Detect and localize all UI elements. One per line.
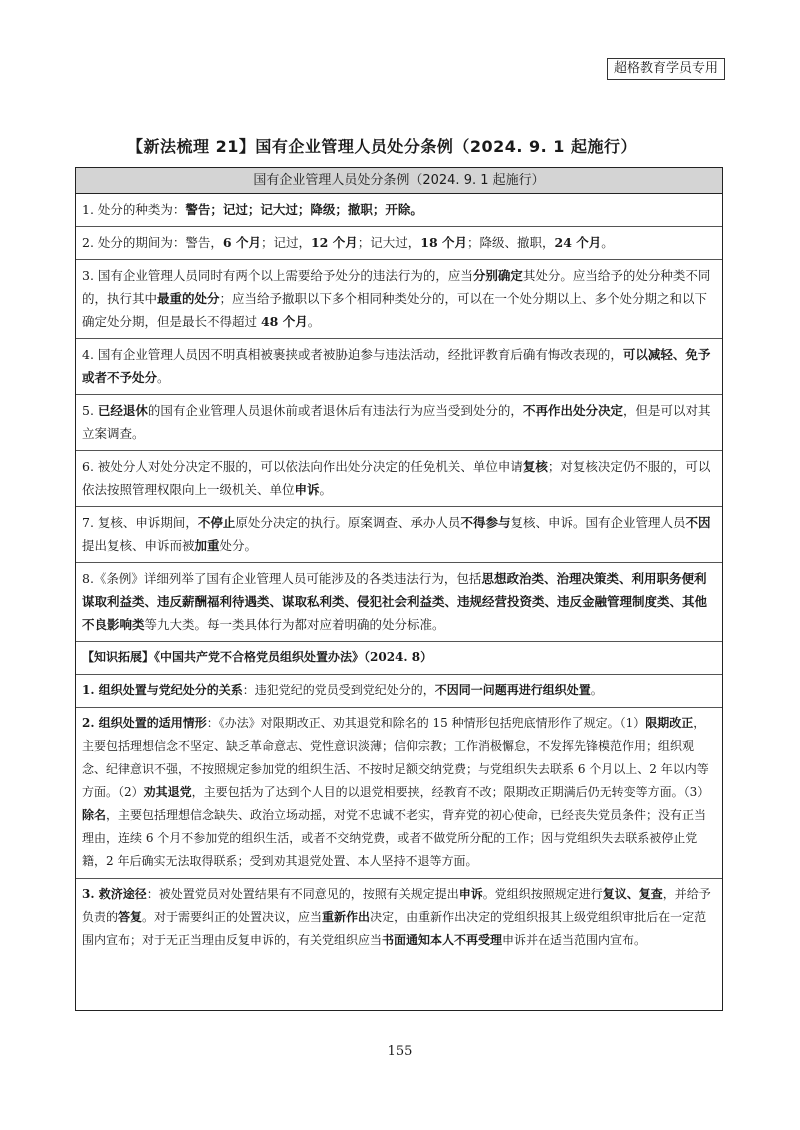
body-text: ；降级、撤职， <box>467 235 555 250</box>
emphasis-text: 思想政治类、治理决策类、利用职务便利谋取利益类、违反薪酬福利待遇类、谋取私利类、侵犯社会利益类、违规经营投资类、违反金融管理制度类、其他不良影响类 <box>82 571 708 632</box>
body-text: ：被处置党员对处置结果有不同意见的，按照有关规定提出 <box>146 887 459 901</box>
emphasis-text: 24 个月 <box>554 235 602 250</box>
emphasis-text: 不再作出处分决定 <box>522 403 623 418</box>
body-text: 4. 国有企业管理人员因不明真相被裹挟或者被胁迫参与违法活动，经批评教育后确有悔改表现的， <box>82 347 623 362</box>
emphasis-text: 劝其退党 <box>143 785 192 799</box>
body-text: ，并给予负责的 <box>82 887 711 924</box>
body-text: ，但是可以对其立案调查。 <box>82 403 711 441</box>
body-text: 原处分决定的执行。原案调查、承办人员 <box>235 515 461 530</box>
extension-item <box>76 879 722 957</box>
emphasis-text: 已经退休 <box>97 403 148 418</box>
body-text: 。党组织按照规定进行 <box>482 887 603 901</box>
table-row <box>76 395 722 451</box>
table-row <box>76 563 722 642</box>
extension-title: 【知识拓展】《中国共产党不合格党员组织处置办法》（2024. 8） <box>76 642 722 675</box>
emphasis-text: 可以减轻、免予或者不予处分 <box>82 347 711 385</box>
emphasis-text: 限期改正 <box>645 716 694 730</box>
emphasis-text: 2. 组织处置的适用情形 <box>82 716 207 730</box>
body-text: ：《办法》对限期改正、劝其退党和除名的 15 种情形包括兜底情形作了规定。（1） <box>206 716 646 730</box>
emphasis-text: 3. 救济途径 <box>82 887 147 901</box>
body-text: 。对于需要纠正的处置决议，应当 <box>142 910 323 924</box>
table-header: 国有企业管理人员处分条例（2024. 9. 1 起施行） <box>76 168 722 194</box>
emphasis-text: 除名 <box>82 808 107 822</box>
emphasis-text: 6 个月 <box>222 235 261 250</box>
emphasis-text: 最重的处分 <box>157 291 220 306</box>
watermark-badge: 超格教育学员专用 <box>607 58 725 80</box>
extension-item <box>76 708 722 879</box>
table-row <box>76 451 722 507</box>
body-text: 处分。 <box>219 538 258 553</box>
body-text: ，主要包括理想信念缺失、政治立场动摇，对党不忠诚不老实，背弃党的初心使命，已经丧失党员条件；没有正当理由，连续 6 个月不参加党的组织生活，或者不交纳党费，或者不做党所分配的工作；因与党组织失去联系被停止党籍，2 年后确实无法取得联系；受到劝其退党处置、本人坚持不退等方面。 <box>82 808 707 868</box>
body-text: 7. 复核、申诉期间， <box>82 515 198 530</box>
table-row <box>76 339 722 395</box>
body-text: 。 <box>319 482 333 497</box>
body-text: ，主要包括为了达到个人目的以退党相要挟，经教育不改；限期改正期满后仍无转变等方面。（3） <box>191 785 710 799</box>
emphasis-text: 18 个月 <box>420 235 467 250</box>
emphasis-text: 1. 组织处置与党纪处分的关系 <box>82 683 243 697</box>
emphasis-text: 答复 <box>118 910 143 924</box>
emphasis-text: 申诉 <box>458 887 483 901</box>
emphasis-text: 不因 <box>685 515 711 530</box>
body-text: ；应当给予撤职以下多个相同种类处分的，可以在一个处分期以上、多个处分期之和以下确定处分期，但是最长不得超过 <box>82 291 708 329</box>
emphasis-text: 不因同一问题再进行组织处置 <box>434 683 591 697</box>
body-text: ：违犯党纪的党员受到党纪处分的， <box>242 683 435 697</box>
body-text: 1. 处分的种类为： <box>82 202 186 217</box>
page-number: 155 <box>387 1044 413 1059</box>
emphasis-text: 警告；记过；记大过；降级；撤职；开除。 <box>185 202 423 217</box>
regulation-table <box>75 167 723 1011</box>
body-text: ；对复核决定仍不服的，可以依法按照管理权限向上一级机关、单位 <box>82 459 711 497</box>
emphasis-text: 复议、复查 <box>602 887 663 901</box>
emphasis-text: 加重 <box>194 538 220 553</box>
table-row <box>76 194 722 227</box>
body-text: ；记过， <box>260 235 311 250</box>
emphasis-text: 复核 <box>522 459 548 474</box>
emphasis-text: 重新作出 <box>322 910 371 924</box>
body-text: ；记大过， <box>357 235 421 250</box>
body-text: ，主要包括理想信念不坚定、缺乏革命意志、党性意识淡薄；信仰宗教；工作消极懈怠，不发挥先锋模范作用；组织观念、纪律意识不强，不按照规定参加党的组织生活、不按时足额交纳党费；与党组织失去联系 6 个月以上、2 年以内等方面。（2） <box>82 716 709 799</box>
body-text: 提出复核、申诉而被 <box>82 538 195 553</box>
emphasis-text: 12 个月 <box>310 235 358 250</box>
emphasis-text: 书面通知本人不再受理 <box>382 933 503 947</box>
body-text: 申诉并在适当范围内宣布。 <box>502 933 647 947</box>
emphasis-text: 不停止 <box>197 515 236 530</box>
body-text: 3. 国有企业管理人员同时有两个以上需要给予处分的违法行为的，应当 <box>82 268 473 283</box>
emphasis-text: 48 个月 <box>260 314 308 329</box>
emphasis-text: 申诉 <box>294 482 320 497</box>
body-text: 等九大类。每一类具体行为都对应着明确的处分标准。 <box>144 617 445 632</box>
table-row <box>76 260 722 339</box>
table-row <box>76 507 722 563</box>
body-text: 。 <box>157 370 170 385</box>
emphasis-text: 分别确定 <box>472 268 523 283</box>
body-text: 。 <box>601 235 614 250</box>
body-text: 2. 处分的期间为：警告， <box>82 235 223 250</box>
body-text: 决定，由重新作出决定的党组织报其上级党组织审批后在一定范围内宣布；对于无正当理由反复申诉的，有关党组织应当 <box>82 910 707 947</box>
table-row <box>76 227 722 260</box>
body-text: 8.《条例》详细列举了国有企业管理人员可能涉及的各类违法行为，包括 <box>82 571 482 586</box>
extension-item <box>76 675 722 708</box>
body-text: 6. 被处分人对处分决定不服的，可以依法向作出处分决定的任免机关、单位申请 <box>82 459 523 474</box>
body-text: 其处分。应当给予的处分种类不同的，执行其中 <box>82 268 711 306</box>
page-title: 【新法梳理 21】国有企业管理人员处分条例（2024. 9. 1 起施行） <box>127 137 638 156</box>
emphasis-text: 不得参与 <box>460 515 511 530</box>
body-text: 的国有企业管理人员退休前或者退休后有违法行为应当受到处分的， <box>147 403 523 418</box>
body-text: 5. <box>82 403 98 418</box>
body-text: 。 <box>590 683 603 697</box>
body-text: 。 <box>307 314 321 329</box>
body-text: 复核、申诉。国有企业管理人员 <box>510 515 686 530</box>
